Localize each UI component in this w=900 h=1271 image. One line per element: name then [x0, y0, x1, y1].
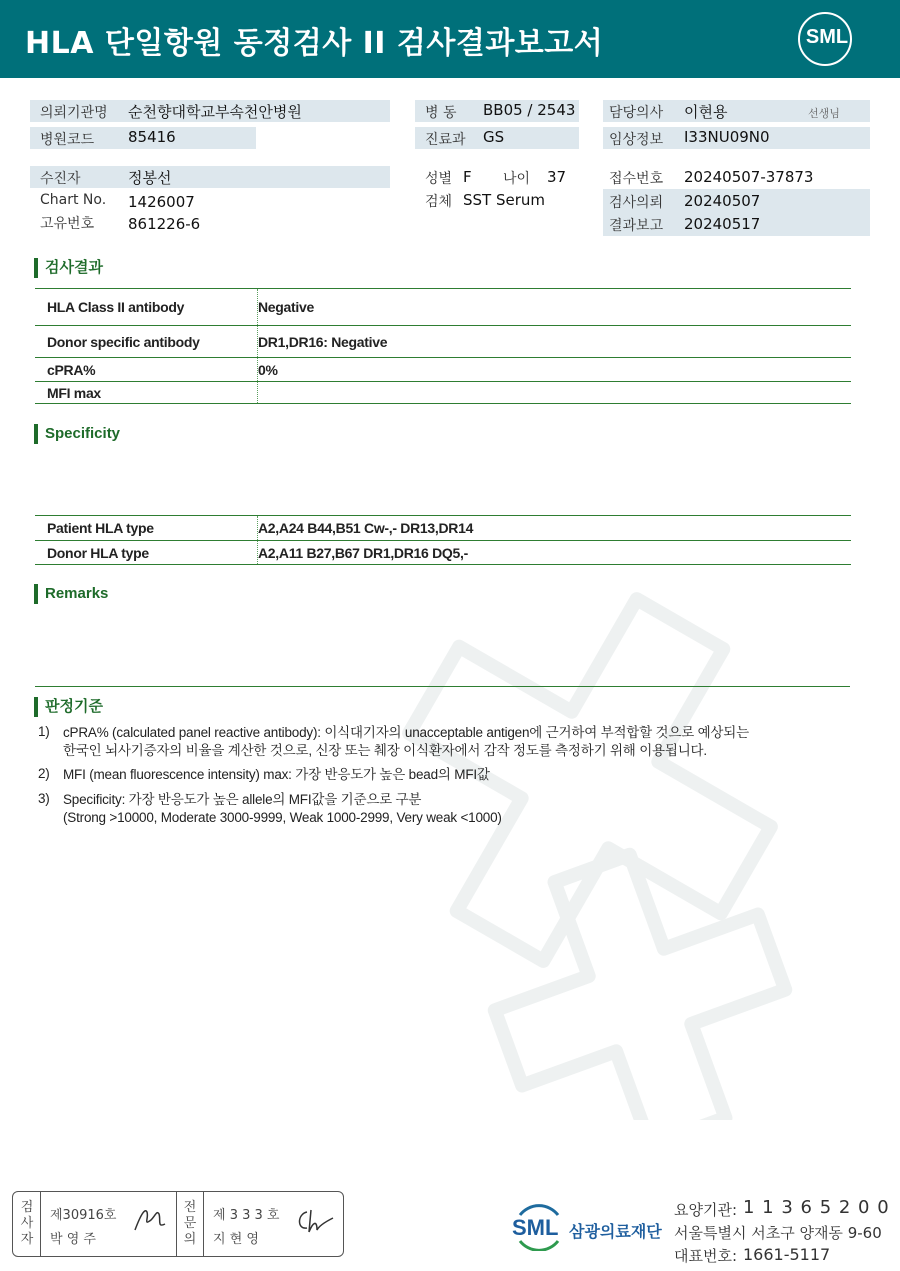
specialist-label-char: 문: [183, 1216, 197, 1231]
clinical-value: I33NU09N0: [684, 128, 770, 146]
divider: [176, 1192, 177, 1256]
footer-address: 서울특별시 서초구 양재동 9-60: [674, 1224, 882, 1242]
hla-type-table: [35, 515, 851, 565]
criteria-line: MFI (mean fluorescence intensity) max: 가장 반응도가 높은 bead의 MFI값: [63, 767, 490, 782]
sex-value: F: [463, 168, 472, 186]
footer-phone-label: 대표번호:: [674, 1247, 738, 1265]
tester-label-char: 검: [20, 1200, 34, 1215]
report-header: [0, 0, 900, 78]
tester-label-char: 자: [20, 1232, 34, 1247]
patient-value: 정봉선: [128, 169, 172, 187]
tester-name: 박 영 주: [50, 1232, 96, 1247]
footer-code-value: 1 1 3 6 5 2 0 0: [743, 1197, 890, 1218]
id-label: 고유번호: [40, 216, 95, 232]
row-value: A2,A24 B44,B51 Cw-,- DR13,DR14: [258, 520, 474, 536]
table-row: [35, 358, 851, 382]
tester-vertical-label: [17, 1200, 37, 1248]
row-value: Negative: [258, 299, 314, 315]
chart-value: 1426007: [128, 193, 195, 211]
table-row: [35, 516, 851, 541]
criteria-num: 2): [38, 766, 50, 781]
row-value: A2,A11 B27,B67 DR1,DR16 DQ5,-: [258, 544, 468, 561]
ward-value: BB05 / 2543: [483, 101, 576, 119]
row-key: MFI max: [35, 382, 258, 403]
remarks-divider: [35, 686, 850, 687]
id-value: 861226-6: [128, 215, 201, 233]
criteria-line: (Strong >10000, Moderate 3000-9999, Weak 1000-2999, Very weak <1000): [63, 810, 502, 825]
row-value: [258, 382, 851, 403]
row-key: Donor HLA type: [35, 541, 258, 564]
specialist-name: 지 현 영: [213, 1232, 259, 1247]
ward-label: 병 동: [425, 105, 457, 121]
doctor-suffix: 선생님: [808, 107, 840, 120]
table-row: [35, 541, 851, 565]
table-row: [35, 289, 851, 326]
report-label: 결과보고: [609, 218, 664, 234]
header-logo-text: SML: [805, 26, 849, 48]
row-key: HLA Class II antibody: [35, 289, 258, 325]
referrer-label: 의뢰기관명: [40, 105, 108, 121]
table-row: [35, 326, 851, 358]
criteria-line: cPRA% (calculated panel reactive antibody): 이식대기자의 unacceptable antigen에 근거하여 부적합할 것으로 예상되는: [63, 725, 749, 740]
specialist-label-char: 전: [183, 1200, 197, 1215]
criteria-num: 3): [38, 791, 50, 806]
age-value: 37: [547, 168, 567, 186]
dept-label: 진료과: [425, 132, 466, 148]
age-label: 나이: [503, 171, 531, 187]
specialist-signature-icon: [293, 1204, 337, 1238]
dept-value: GS: [483, 128, 505, 146]
tester-label-char: 사: [20, 1216, 34, 1231]
patient-box: [30, 166, 390, 188]
criteria-line: 한국인 뇌사기증자의 비율을 계산한 것으로, 신장 또는 췌장 이식환자에서 감작 정도를 측정하기 위해 이용됩니다.: [63, 743, 707, 758]
footer-code-label: 요양기관:: [674, 1201, 738, 1219]
receipt-label: 접수번호: [609, 171, 664, 187]
report-title: HLA 단일항원 동정검사 II 검사결과보고서: [25, 26, 604, 61]
row-key: cPRA%: [35, 358, 258, 381]
sex-label: 성별: [425, 171, 453, 187]
specialist-vertical-label: [180, 1200, 200, 1248]
tester-signature-icon: [131, 1204, 171, 1236]
results-title: 검사결과: [34, 258, 103, 278]
footer-org: 삼광의료재단: [569, 1222, 662, 1241]
criteria-num: 1): [38, 724, 50, 739]
row-key: Donor specific antibody: [35, 326, 258, 357]
doctor-label: 담당의사: [609, 105, 664, 121]
row-value: 0%: [258, 361, 278, 378]
specimen-label: 검체: [425, 194, 453, 210]
hospital-code-label: 병원코드: [40, 132, 95, 148]
row-key: Patient HLA type: [35, 516, 258, 540]
clinical-label: 임상정보: [609, 132, 664, 148]
tester-number: 제30916호: [50, 1208, 117, 1223]
row-value: DR1,DR16: Negative: [258, 333, 388, 350]
footer-phone-value: 1661-5117: [743, 1245, 831, 1264]
signature-box: [12, 1191, 344, 1257]
request-value: 20240507: [684, 192, 761, 210]
remarks-title: Remarks: [34, 584, 108, 604]
report-value: 20240517: [684, 215, 761, 233]
receipt-value: 20240507-37873: [684, 168, 814, 186]
divider: [203, 1192, 204, 1256]
criteria-title: 판정기준: [34, 697, 103, 717]
patient-label: 수진자: [40, 171, 81, 187]
results-table: [35, 288, 851, 404]
specimen-value: SST Serum: [463, 191, 546, 209]
request-label: 검사의뢰: [609, 195, 664, 211]
specificity-title: Specificity: [34, 424, 120, 444]
hospital-code-value: 85416: [128, 128, 176, 146]
divider: [40, 1192, 41, 1256]
criteria-line: Specificity: 가장 반응도가 높은 allele의 MFI값을 기준으로 구분: [63, 792, 422, 807]
doctor-value: 이현용: [684, 103, 728, 121]
referrer-value: 순천향대학교부속천안병원: [128, 103, 302, 121]
specialist-label-char: 의: [183, 1232, 197, 1247]
watermark-icon: [340, 560, 900, 1120]
specialist-number: 제 3 3 3 호: [213, 1208, 280, 1223]
footer-logo-text: SML: [512, 1215, 559, 1240]
chart-label: Chart No.: [40, 192, 107, 208]
table-row: [35, 382, 851, 404]
